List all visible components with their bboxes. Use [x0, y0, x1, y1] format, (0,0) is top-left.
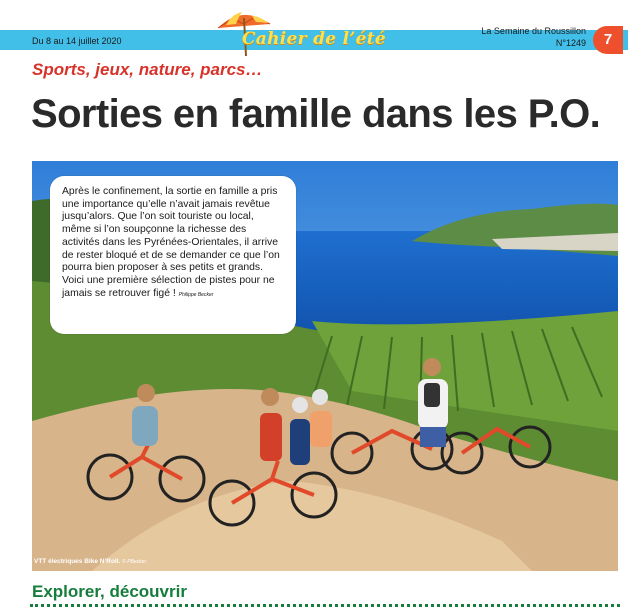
intro-credit: Philippe Becker: [178, 291, 214, 298]
issue-number: N°1249: [555, 38, 586, 48]
intro-box: [50, 176, 296, 334]
photo-caption: VTT électriques Bike N’Roll.: [34, 558, 121, 565]
article-headline: Sorties en famille dans les P.O.: [31, 92, 601, 136]
intro-text: Après le confinement, la sortie en famille a pris une importance qu’elle n’avait jamais revêtue jusqu’alors. Que l’on soit touriste ou local, même si l’on soupçonne la richesse des activités dans les Pyrénées-Orientales, il arrive de rester bloqué et de se demander ce que l’on pourra bien proposer à ses petits et grands. Voici une première sélection de pistes pour ne jamais se retrouver figé !: [62, 186, 280, 299]
article-kicker: Sports, jeux, nature, parcs…: [32, 60, 263, 79]
issue-date: Du 8 au 14 juillet 2020: [32, 36, 122, 46]
subhead: Explorer, découvrir: [32, 582, 187, 601]
photo-caption-block: [34, 558, 146, 565]
photo-credit: © PBecker: [122, 559, 147, 565]
page-number-badge: 7: [593, 26, 623, 54]
publication-info: [481, 25, 586, 49]
dotted-divider: [30, 604, 620, 607]
section-title: Cahier de l’été: [241, 29, 387, 49]
publication-name: La Semaine du Roussillon: [481, 26, 586, 36]
